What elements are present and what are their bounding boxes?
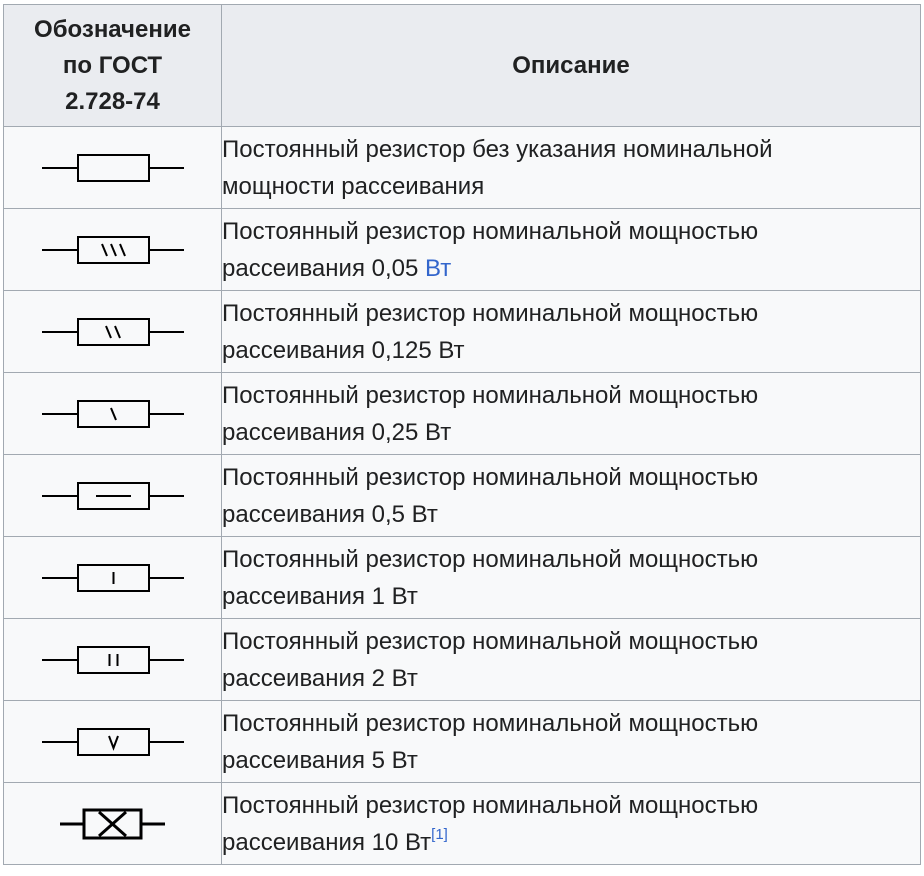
description-cell <box>222 701 921 783</box>
table-row <box>4 209 921 291</box>
resistor-5w-symbol <box>40 725 186 759</box>
resistor-no-rating-symbol <box>40 151 186 185</box>
symbol-column-header <box>4 5 222 127</box>
table-row <box>4 373 921 455</box>
table-row <box>4 291 921 373</box>
symbol-cell <box>4 783 222 865</box>
description-line-1: Постоянный резистор номинальной мощностью <box>222 545 759 573</box>
symbol-cell <box>4 619 222 701</box>
description-line-2: рассеивания 5 Вт <box>222 746 418 774</box>
resistor-0-25w-symbol <box>40 397 186 431</box>
description-cell <box>222 373 921 455</box>
table-row <box>4 127 921 209</box>
description-line-2: рассеивания 0,5 Вт <box>222 500 438 528</box>
description-line-1: Постоянный резистор номинальной мощностью <box>222 381 759 409</box>
table-row <box>4 619 921 701</box>
description-line-2 <box>222 824 920 861</box>
description-line-2: мощности рассеивания <box>222 172 485 200</box>
description-cell <box>222 209 921 291</box>
description-line-2: рассеивания 2 Вт <box>222 664 418 692</box>
description-line-2: рассеивания 0,25 Вт <box>222 418 452 446</box>
description-line-1: Постоянный резистор номинальной мощностью <box>222 217 759 245</box>
symbol-cell <box>4 537 222 619</box>
reference-link[interactable]: [1] <box>431 825 448 843</box>
description-cell <box>222 127 921 209</box>
symbol-cell <box>4 455 222 537</box>
resistor-0-5w-symbol <box>40 479 186 513</box>
symbol-cell <box>4 127 222 209</box>
symbol-cell <box>4 291 222 373</box>
symbol-header-line-3: 2.728-74 <box>65 87 160 115</box>
header-row <box>4 5 921 127</box>
description-text: рассеивания 0,05 <box>222 254 425 282</box>
description-line-2: рассеивания 1 Вт <box>222 582 418 610</box>
description-column-header: Описание <box>222 5 921 127</box>
resistor-1w-symbol <box>40 561 186 595</box>
symbol-cell <box>4 701 222 783</box>
description-cell <box>222 619 921 701</box>
symbol-header-line-2: по ГОСТ <box>62 51 163 79</box>
description-cell <box>222 537 921 619</box>
description-line-2 <box>222 250 920 287</box>
description-cell <box>222 291 921 373</box>
description-line-1: Постоянный резистор номинальной мощностью <box>222 791 759 819</box>
description-line-1: Постоянный резистор номинальной мощностью <box>222 627 759 655</box>
symbol-header-line-1: Обозначение <box>34 15 191 43</box>
resistor-10w-symbol <box>40 804 186 844</box>
description-line-1: Постоянный резистор номинальной мощностью <box>222 709 759 737</box>
description-line-1: Постоянный резистор без указания номинальной <box>222 135 773 163</box>
symbol-cell <box>4 373 222 455</box>
resistor-0-125w-symbol <box>40 315 186 349</box>
table-row <box>4 537 921 619</box>
table-row <box>4 701 921 783</box>
description-cell <box>222 783 921 865</box>
description-line-1: Постоянный резистор номинальной мощностью <box>222 299 759 327</box>
table-row <box>4 455 921 537</box>
description-line-1: Постоянный резистор номинальной мощностью <box>222 463 759 491</box>
gost-resistor-table <box>3 4 921 865</box>
resistor-2w-symbol <box>40 643 186 677</box>
description-cell <box>222 455 921 537</box>
description-text: рассеивания 10 Вт <box>222 828 432 856</box>
watt-unit-link[interactable]: Вт <box>424 254 452 282</box>
description-line-2: рассеивания 0,125 Вт <box>222 336 465 364</box>
table-row <box>4 783 921 865</box>
symbol-cell <box>4 209 222 291</box>
resistor-0-05w-symbol <box>40 233 186 267</box>
